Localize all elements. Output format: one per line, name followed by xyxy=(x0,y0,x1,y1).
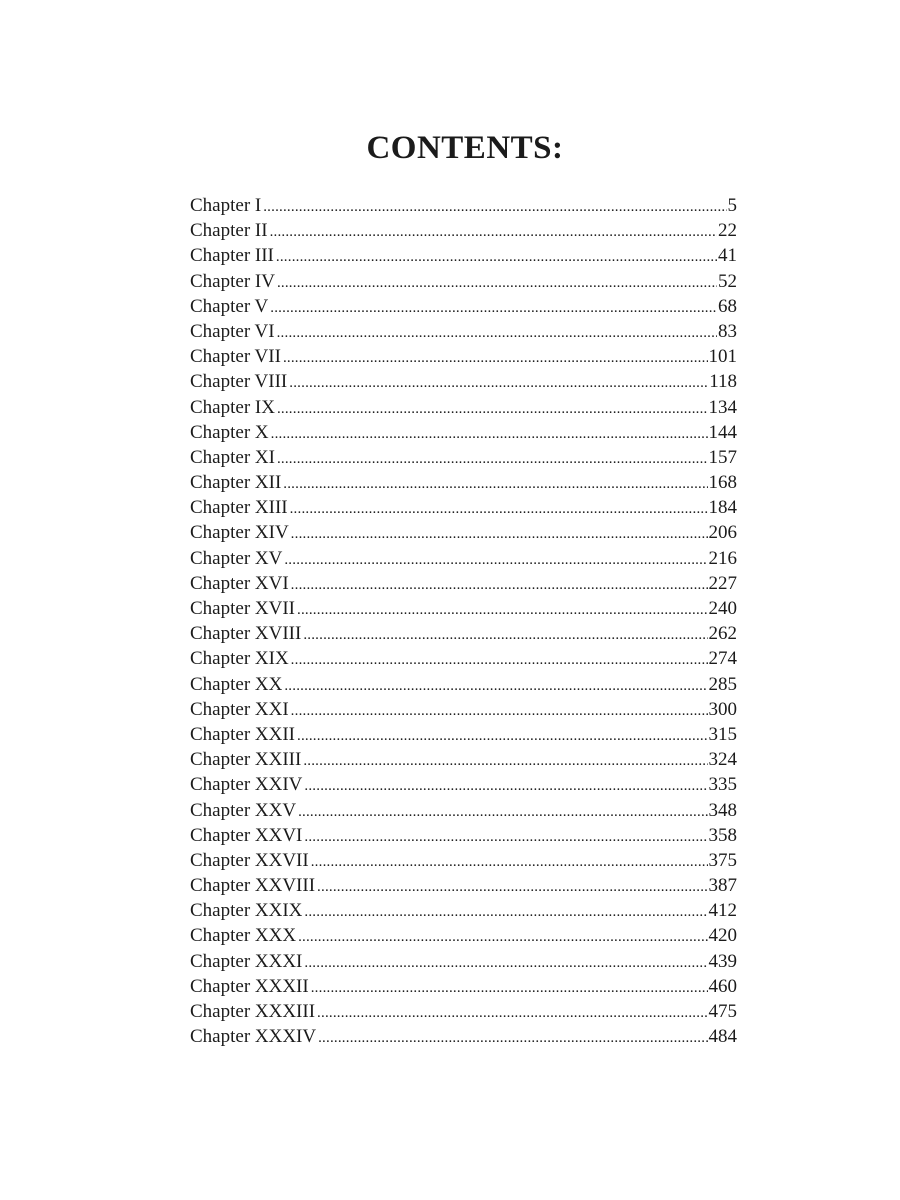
toc-entry-label: Chapter IV xyxy=(190,270,275,292)
toc-entry-label: Chapter XXIII xyxy=(190,749,302,771)
toc-dot-leader xyxy=(284,548,707,571)
toc-dot-leader xyxy=(297,598,708,621)
toc-entry[interactable] xyxy=(190,722,737,747)
toc-entry-label: Chapter II xyxy=(190,220,268,242)
toc-entry-label: Chapter XXII xyxy=(190,723,295,745)
toc-entry[interactable] xyxy=(190,672,737,697)
toc-entry-page-number: 262 xyxy=(708,623,737,645)
toc-entry-page-number: 484 xyxy=(708,1026,737,1048)
toc-entry-page-number: 206 xyxy=(708,522,737,544)
toc-entry[interactable] xyxy=(190,974,737,999)
toc-dot-leader xyxy=(277,447,708,470)
toc-entry[interactable] xyxy=(190,772,737,797)
toc-entry-page-number: 227 xyxy=(708,572,737,594)
toc-entry-label: Chapter XII xyxy=(190,472,282,494)
toc-entry[interactable] xyxy=(190,470,737,495)
toc-entry-label: Chapter VI xyxy=(190,320,275,342)
toc-entry-page-number: 22 xyxy=(718,220,737,242)
toc-dot-leader xyxy=(283,472,707,495)
toc-entry-page-number: 285 xyxy=(708,673,737,695)
toc-entry-label: Chapter XXVII xyxy=(190,849,309,871)
toc-dot-leader xyxy=(317,1001,707,1024)
toc-entry[interactable] xyxy=(190,873,737,898)
toc-entry-page-number: 475 xyxy=(708,1001,737,1022)
toc-entry-page-number: 348 xyxy=(708,799,737,821)
toc-entry[interactable] xyxy=(190,344,737,369)
toc-entry-page-number: 101 xyxy=(708,346,737,368)
toc-entry-label: Chapter XIX xyxy=(190,648,289,670)
toc-dot-leader xyxy=(298,800,707,823)
toc-entry-page-number: 216 xyxy=(708,547,737,569)
toc-dot-leader xyxy=(283,346,708,369)
toc-entry-label: Chapter I xyxy=(190,195,262,216)
toc-dot-leader xyxy=(298,925,707,948)
toc-entry-label: Chapter XXX xyxy=(190,925,297,947)
toc-entry[interactable] xyxy=(190,395,737,420)
toc-entry-page-number: 375 xyxy=(708,849,737,871)
toc-entry-page-number: 439 xyxy=(708,950,737,972)
toc-entry-label: Chapter XXVI xyxy=(190,824,303,846)
toc-entry-page-number: 184 xyxy=(708,497,737,519)
toc-entry-page-number: 168 xyxy=(708,472,737,494)
toc-entry[interactable] xyxy=(190,999,737,1024)
toc-entry-label: Chapter XXXI xyxy=(190,950,303,972)
toc-entry[interactable] xyxy=(190,621,737,646)
toc-entry-page-number: 52 xyxy=(718,270,737,292)
toc-entry-label: Chapter XI xyxy=(190,446,275,468)
toc-dot-leader xyxy=(289,371,708,394)
toc-entry-label: Chapter XV xyxy=(190,547,283,569)
toc-entry[interactable] xyxy=(190,898,737,923)
toc-entry-label: Chapter XIII xyxy=(190,497,288,519)
toc-entry[interactable] xyxy=(190,193,737,218)
toc-entry-label: Chapter IX xyxy=(190,396,275,418)
toc-entry[interactable] xyxy=(190,218,737,243)
toc-dot-leader xyxy=(270,296,717,319)
page-title: CONTENTS: xyxy=(366,130,564,166)
toc-entry[interactable] xyxy=(190,319,737,344)
toc-entry-page-number: 324 xyxy=(708,749,737,771)
toc-dot-leader xyxy=(297,724,708,747)
toc-entry-label: Chapter VIII xyxy=(190,371,288,393)
toc-entry-label: Chapter XXV xyxy=(190,799,297,821)
toc-dot-leader xyxy=(270,220,717,243)
toc-entry[interactable] xyxy=(190,445,737,470)
toc-dot-leader xyxy=(304,774,707,797)
toc-entry-label: Chapter XXIV xyxy=(190,774,303,796)
toc-dot-leader xyxy=(263,195,726,218)
toc-entry-label: Chapter XVII xyxy=(190,598,295,619)
toc-entry[interactable] xyxy=(190,646,737,671)
toc-entry-page-number: 68 xyxy=(718,295,737,317)
toc-dot-leader xyxy=(304,825,707,848)
toc-dot-leader xyxy=(284,674,707,697)
toc-entry-label: Chapter XX xyxy=(190,673,283,695)
toc-entry-page-number: 157 xyxy=(708,446,737,468)
toc-entry[interactable] xyxy=(190,848,737,873)
toc-dot-leader xyxy=(311,976,708,999)
toc-entry[interactable] xyxy=(190,369,737,394)
toc-entry-page-number: 412 xyxy=(708,900,737,922)
toc-entry-page-number: 240 xyxy=(708,598,737,619)
toc-entry[interactable] xyxy=(190,823,737,848)
toc-entry-label: Chapter X xyxy=(190,421,269,443)
toc-entry-page-number: 134 xyxy=(708,396,737,418)
toc-entry-page-number: 315 xyxy=(708,723,737,745)
toc-dot-leader xyxy=(276,245,717,268)
toc-dot-leader xyxy=(277,397,708,420)
toc-entry[interactable] xyxy=(190,697,737,722)
toc-dot-leader xyxy=(277,271,717,294)
toc-entry-label: Chapter V xyxy=(190,295,269,317)
toc-dot-leader xyxy=(304,951,707,974)
toc-entry[interactable] xyxy=(190,949,737,974)
toc-dot-leader xyxy=(303,623,707,646)
toc-entry-label: Chapter XIV xyxy=(190,522,289,544)
toc-dot-leader xyxy=(277,321,717,344)
toc-entry-label: Chapter XXIX xyxy=(190,900,303,922)
toc-dot-leader xyxy=(303,749,707,772)
toc-dot-leader xyxy=(291,522,708,545)
toc-entry[interactable] xyxy=(190,798,737,823)
toc-entry-label: Chapter XXXIV xyxy=(190,1026,317,1048)
toc-entry-page-number: 420 xyxy=(708,925,737,947)
toc-dot-leader xyxy=(271,422,708,445)
toc-dot-leader xyxy=(291,573,708,596)
toc-dot-leader xyxy=(291,648,708,671)
toc-dot-leader xyxy=(317,875,707,898)
toc-entry[interactable] xyxy=(190,923,737,948)
toc-entry-label: Chapter XXXIII xyxy=(190,1001,316,1022)
table-of-contents xyxy=(190,193,737,1049)
toc-dot-leader xyxy=(290,497,708,520)
toc-entry-page-number: 335 xyxy=(708,774,737,796)
toc-entry-page-number: 5 xyxy=(727,195,737,216)
toc-dot-leader xyxy=(291,699,708,722)
toc-entry[interactable] xyxy=(190,571,737,596)
toc-entry[interactable] xyxy=(190,520,737,545)
toc-entry-label: Chapter XXI xyxy=(190,698,289,720)
toc-entry-label: Chapter XVIII xyxy=(190,623,302,645)
toc-entry-page-number: 387 xyxy=(708,875,737,897)
toc-entry-label: Chapter XXXII xyxy=(190,975,309,997)
toc-entry-page-number: 274 xyxy=(708,648,737,670)
toc-entry[interactable] xyxy=(190,420,737,445)
toc-entry-page-number: 300 xyxy=(708,698,737,720)
toc-entry-label: Chapter III xyxy=(190,245,274,267)
toc-entry-page-number: 460 xyxy=(708,975,737,997)
toc-entry-page-number: 118 xyxy=(709,371,737,393)
toc-entry-label: Chapter XVI xyxy=(190,572,289,594)
toc-entry[interactable] xyxy=(190,1024,737,1049)
toc-entry[interactable] xyxy=(190,243,737,268)
toc-entry-label: Chapter VII xyxy=(190,346,281,368)
toc-entry-label: Chapter XXVIII xyxy=(190,875,316,897)
toc-entry-page-number: 144 xyxy=(708,421,737,443)
toc-dot-leader xyxy=(304,900,707,923)
toc-dot-leader xyxy=(318,1026,707,1049)
toc-entry-page-number: 358 xyxy=(708,824,737,846)
toc-entry-page-number: 83 xyxy=(718,320,737,342)
toc-entry[interactable] xyxy=(190,294,737,319)
toc-entry[interactable] xyxy=(190,596,737,621)
toc-entry[interactable] xyxy=(190,747,737,772)
toc-entry[interactable] xyxy=(190,495,737,520)
toc-entry[interactable] xyxy=(190,546,737,571)
toc-dot-leader xyxy=(311,850,708,873)
toc-entry[interactable] xyxy=(190,269,737,294)
toc-entry-page-number: 41 xyxy=(718,245,737,267)
